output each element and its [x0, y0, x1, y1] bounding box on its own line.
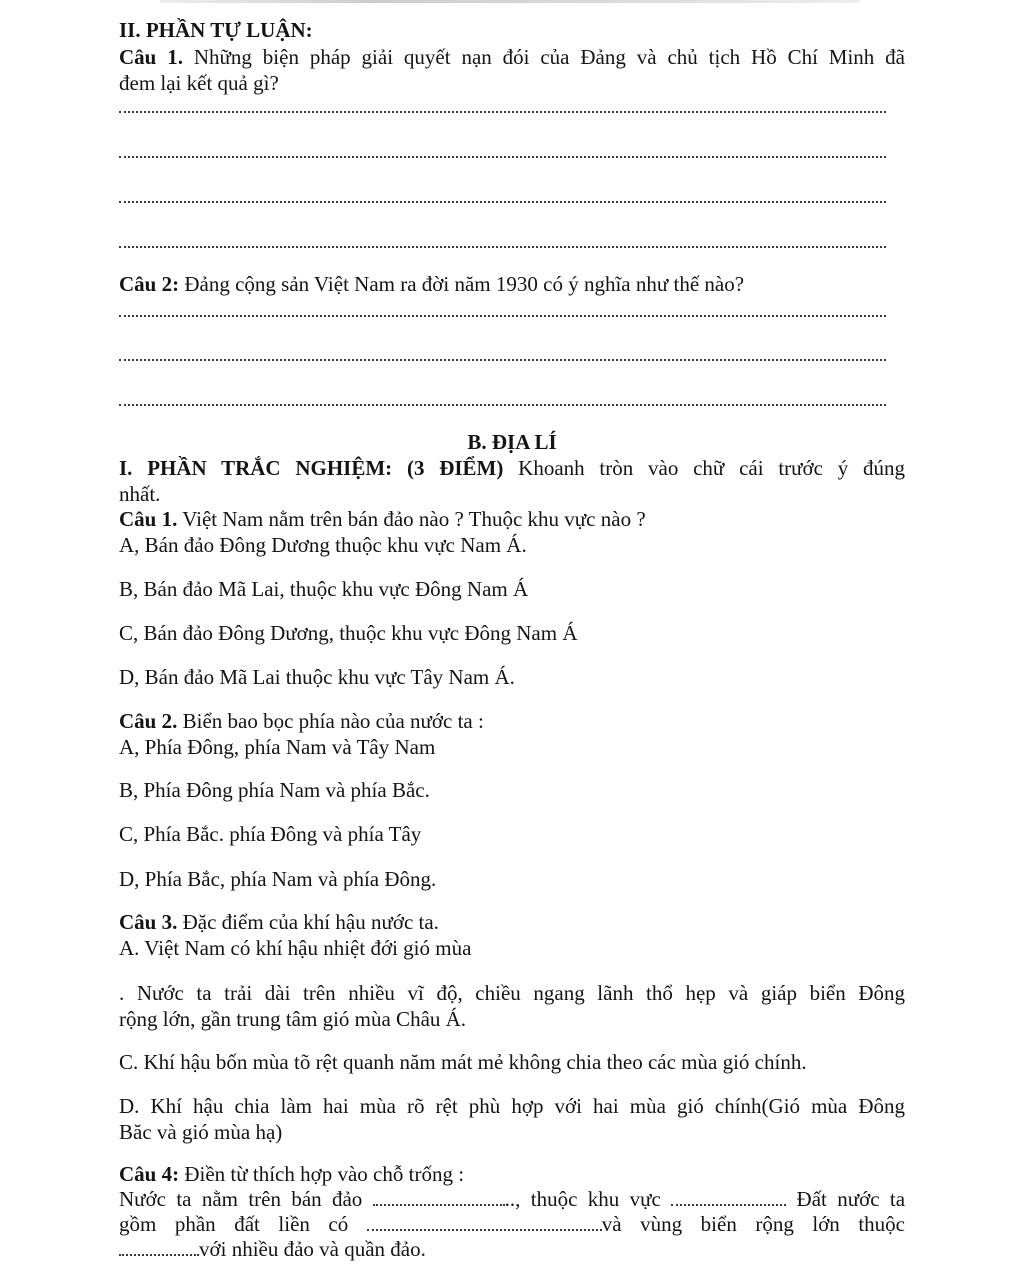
question-text: Những biện pháp giải quyết nạn đói của Đảng và chủ tịch Hồ Chí Minh đã — [193, 45, 906, 69]
fill-text: Nước ta nằm trên bán đảo — [119, 1187, 363, 1211]
fill-text: .., thuộc khu vực — [504, 1187, 661, 1211]
geo-q2-option-d[interactable]: D, Phía Bắc, phía Nam và phía Đông. — [119, 867, 437, 891]
fill-text: Đất nước ta — [796, 1187, 906, 1211]
answer-line[interactable] — [119, 156, 886, 158]
top-rule — [160, 0, 860, 3]
question-label: Câu 4: — [119, 1162, 180, 1186]
fill-text: gồm phần đất liền có — [119, 1212, 349, 1236]
fill-blank-peninsula[interactable] — [373, 1188, 505, 1206]
geo-q1-option-b[interactable]: B, Bán đảo Mã Lai, thuộc khu vực Đông Nam Á — [119, 577, 529, 601]
question-label: Câu 2: — [119, 272, 180, 296]
geo-q3-option-a[interactable]: A. Việt Nam có khí hậu nhiệt đới gió mùa — [119, 936, 472, 960]
answer-line[interactable] — [119, 404, 886, 406]
fill-blank-sea[interactable] — [119, 1238, 199, 1256]
geo-q3 — [119, 909, 905, 935]
essay-section-title: II. PHẦN TỰ LUẬN: — [119, 18, 313, 42]
geo-q1-option-a[interactable]: A, Bán đảo Đông Dương thuộc khu vực Nam Á. — [119, 533, 527, 557]
question-label: Câu 1. — [119, 507, 178, 531]
multiple-choice-section-title — [119, 455, 905, 481]
history-q1-line2: đem lại kết quả gì? — [119, 71, 279, 95]
geo-q3-option-d-line2[interactable]: Băc và gió mùa hạ) — [119, 1120, 283, 1144]
geo-q1-option-d[interactable]: D, Bán đảo Mã Lai thuộc khu vực Tây Nam Á. — [119, 665, 515, 689]
fill-blank-land[interactable] — [367, 1213, 602, 1231]
question-label: Câu 2. — [119, 709, 178, 733]
history-q2 — [119, 271, 905, 297]
answer-line[interactable] — [119, 315, 886, 317]
fill-text: và vùng biển rộng lớn thuộc — [601, 1212, 905, 1236]
geo-q4-line1 — [119, 1186, 905, 1212]
geo-q4-line3 — [119, 1236, 905, 1262]
section-instruction: Khoanh tròn vào chữ cái trước ý đúng — [518, 456, 905, 480]
geo-q3-option-d-line1[interactable]: D. Khí hậu chia làm hai mùa rõ rệt phù hợp với hai mùa gió chính(Gió mùa Đông — [119, 1094, 905, 1118]
geo-q2-option-b[interactable]: B, Phía Đông phía Nam và phía Bắc. — [119, 778, 430, 802]
geo-q2-option-a[interactable]: A, Phía Đông, phía Nam và Tây Nam — [119, 735, 436, 759]
fill-blank-region[interactable] — [671, 1188, 786, 1206]
geo-q4 — [119, 1161, 905, 1187]
history-q1-line1 — [119, 44, 905, 70]
question-text: Điền từ thích hợp vào chỗ trống : — [184, 1162, 465, 1186]
geo-q1-option-c[interactable]: C, Bán đảo Đông Dương, thuộc khu vực Đông Nam Á — [119, 621, 578, 645]
answer-line[interactable] — [119, 201, 886, 203]
geo-q2-option-c[interactable]: C, Phía Bắc. phía Đông và phía Tây — [119, 822, 422, 846]
question-text: Việt Nam nằm trên bán đảo nào ? Thuộc khu vực nào ? — [182, 507, 646, 531]
geography-title: B. ĐỊA LÍ — [467, 430, 557, 454]
geo-q3-option-b-line1[interactable]: . Nước ta trải dài trên nhiều vĩ độ, chiều ngang lãnh thổ hẹp và giáp biển Đông — [119, 981, 905, 1005]
answer-line[interactable] — [119, 111, 886, 113]
question-text: Đảng cộng sản Việt Nam ra đời năm 1930 có ý nghĩa như thế nào? — [184, 272, 745, 296]
geo-q2 — [119, 708, 905, 734]
geo-q1 — [119, 506, 905, 532]
answer-line[interactable] — [119, 246, 886, 248]
question-label: Câu 3. — [119, 910, 178, 934]
fill-text: với nhiều đảo và quần đảo. — [199, 1237, 426, 1261]
geo-q4-line2 — [119, 1211, 905, 1237]
question-label: Câu 1. — [119, 45, 183, 69]
question-text: Đặc điểm của khí hậu nước ta. — [182, 910, 439, 934]
question-text: Biển bao bọc phía nào của nước ta : — [182, 709, 484, 733]
geo-q3-option-c[interactable]: C. Khí hậu bốn mùa tõ rệt quanh năm mát mẻ không chia theo các mùa gió chính. — [119, 1050, 807, 1074]
section-bold: I. PHẦN TRẮC NGHIỆM: (3 ĐIỂM) — [119, 456, 504, 480]
geo-q3-option-b-line2[interactable]: rộng lớn, gần trung tâm gió mùa Châu Á. — [119, 1007, 467, 1031]
section-instruction-line2: nhất. — [119, 482, 161, 506]
answer-line[interactable] — [119, 359, 886, 361]
